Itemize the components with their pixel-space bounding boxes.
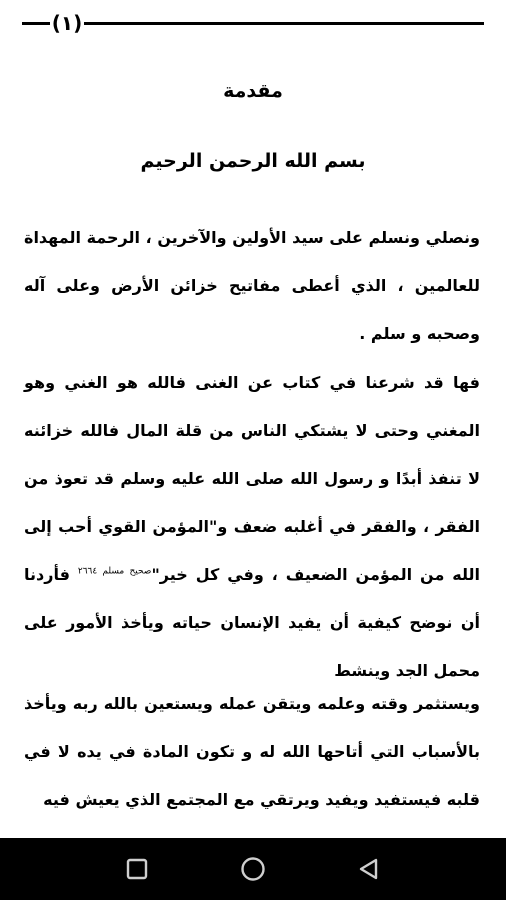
triangle-left-icon [357,857,381,881]
paragraph-3: ويستثمر وقته وعلمه ويتقن عمله ويستعين بالله ربه ويأخذ بالأسباب التي أتاحها الله له و تكون المادة في يده لا في قلبه فيستفيد ويفيد ويرتقي مع المجتمع الذي يعيش فيه [24,694,480,809]
circle-icon [240,856,266,882]
system-navigation-bar [0,838,506,900]
paragraph-2 [24,359,480,695]
square-icon [126,858,148,880]
recent-apps-button[interactable] [107,838,167,900]
basmala-heading: بسم الله الرحمن الرحيم [140,150,366,172]
header-rule-left [22,22,50,25]
back-button[interactable] [339,838,399,900]
paragraph-2-text-start: فها قد شرعنا في كتاب عن الغنى فالله هو الغني وهو المغني وحتى لا يشتكي الناس من قلة المال فالله خزائنه لا تنفذ أبدًا و رسول الله صلى الله عليه وسلم قد تعوذ من الفقر ، والفقر في أغلبه ضعف و"المؤمن القوي أحب إلى الله من المؤمن الضعيف ، وفي كل خير" [24,373,480,584]
footnote-reference: صحيح مسلم ٢٦٦٤ [77,566,152,577]
page-title: مقدمة [223,80,283,102]
home-button[interactable] [223,838,283,900]
page-header [22,8,484,38]
header-rule-right [84,22,484,25]
paragraph-1: ونصلي ونسلم على سيد الأولين والآخرين ، الرحمة المهداة للعالمين ، الذي أعطى مفاتيح خزائن الأرض وعلى آله وصحبه و سلم . [24,228,480,343]
paragraph-2-text-end: فأردنا أن نوضح كيفية أن يفيد الإنسان حياته ويأخذ الأمور على محمل الجد وينشط [24,565,480,680]
page-number: (١) [51,11,83,35]
